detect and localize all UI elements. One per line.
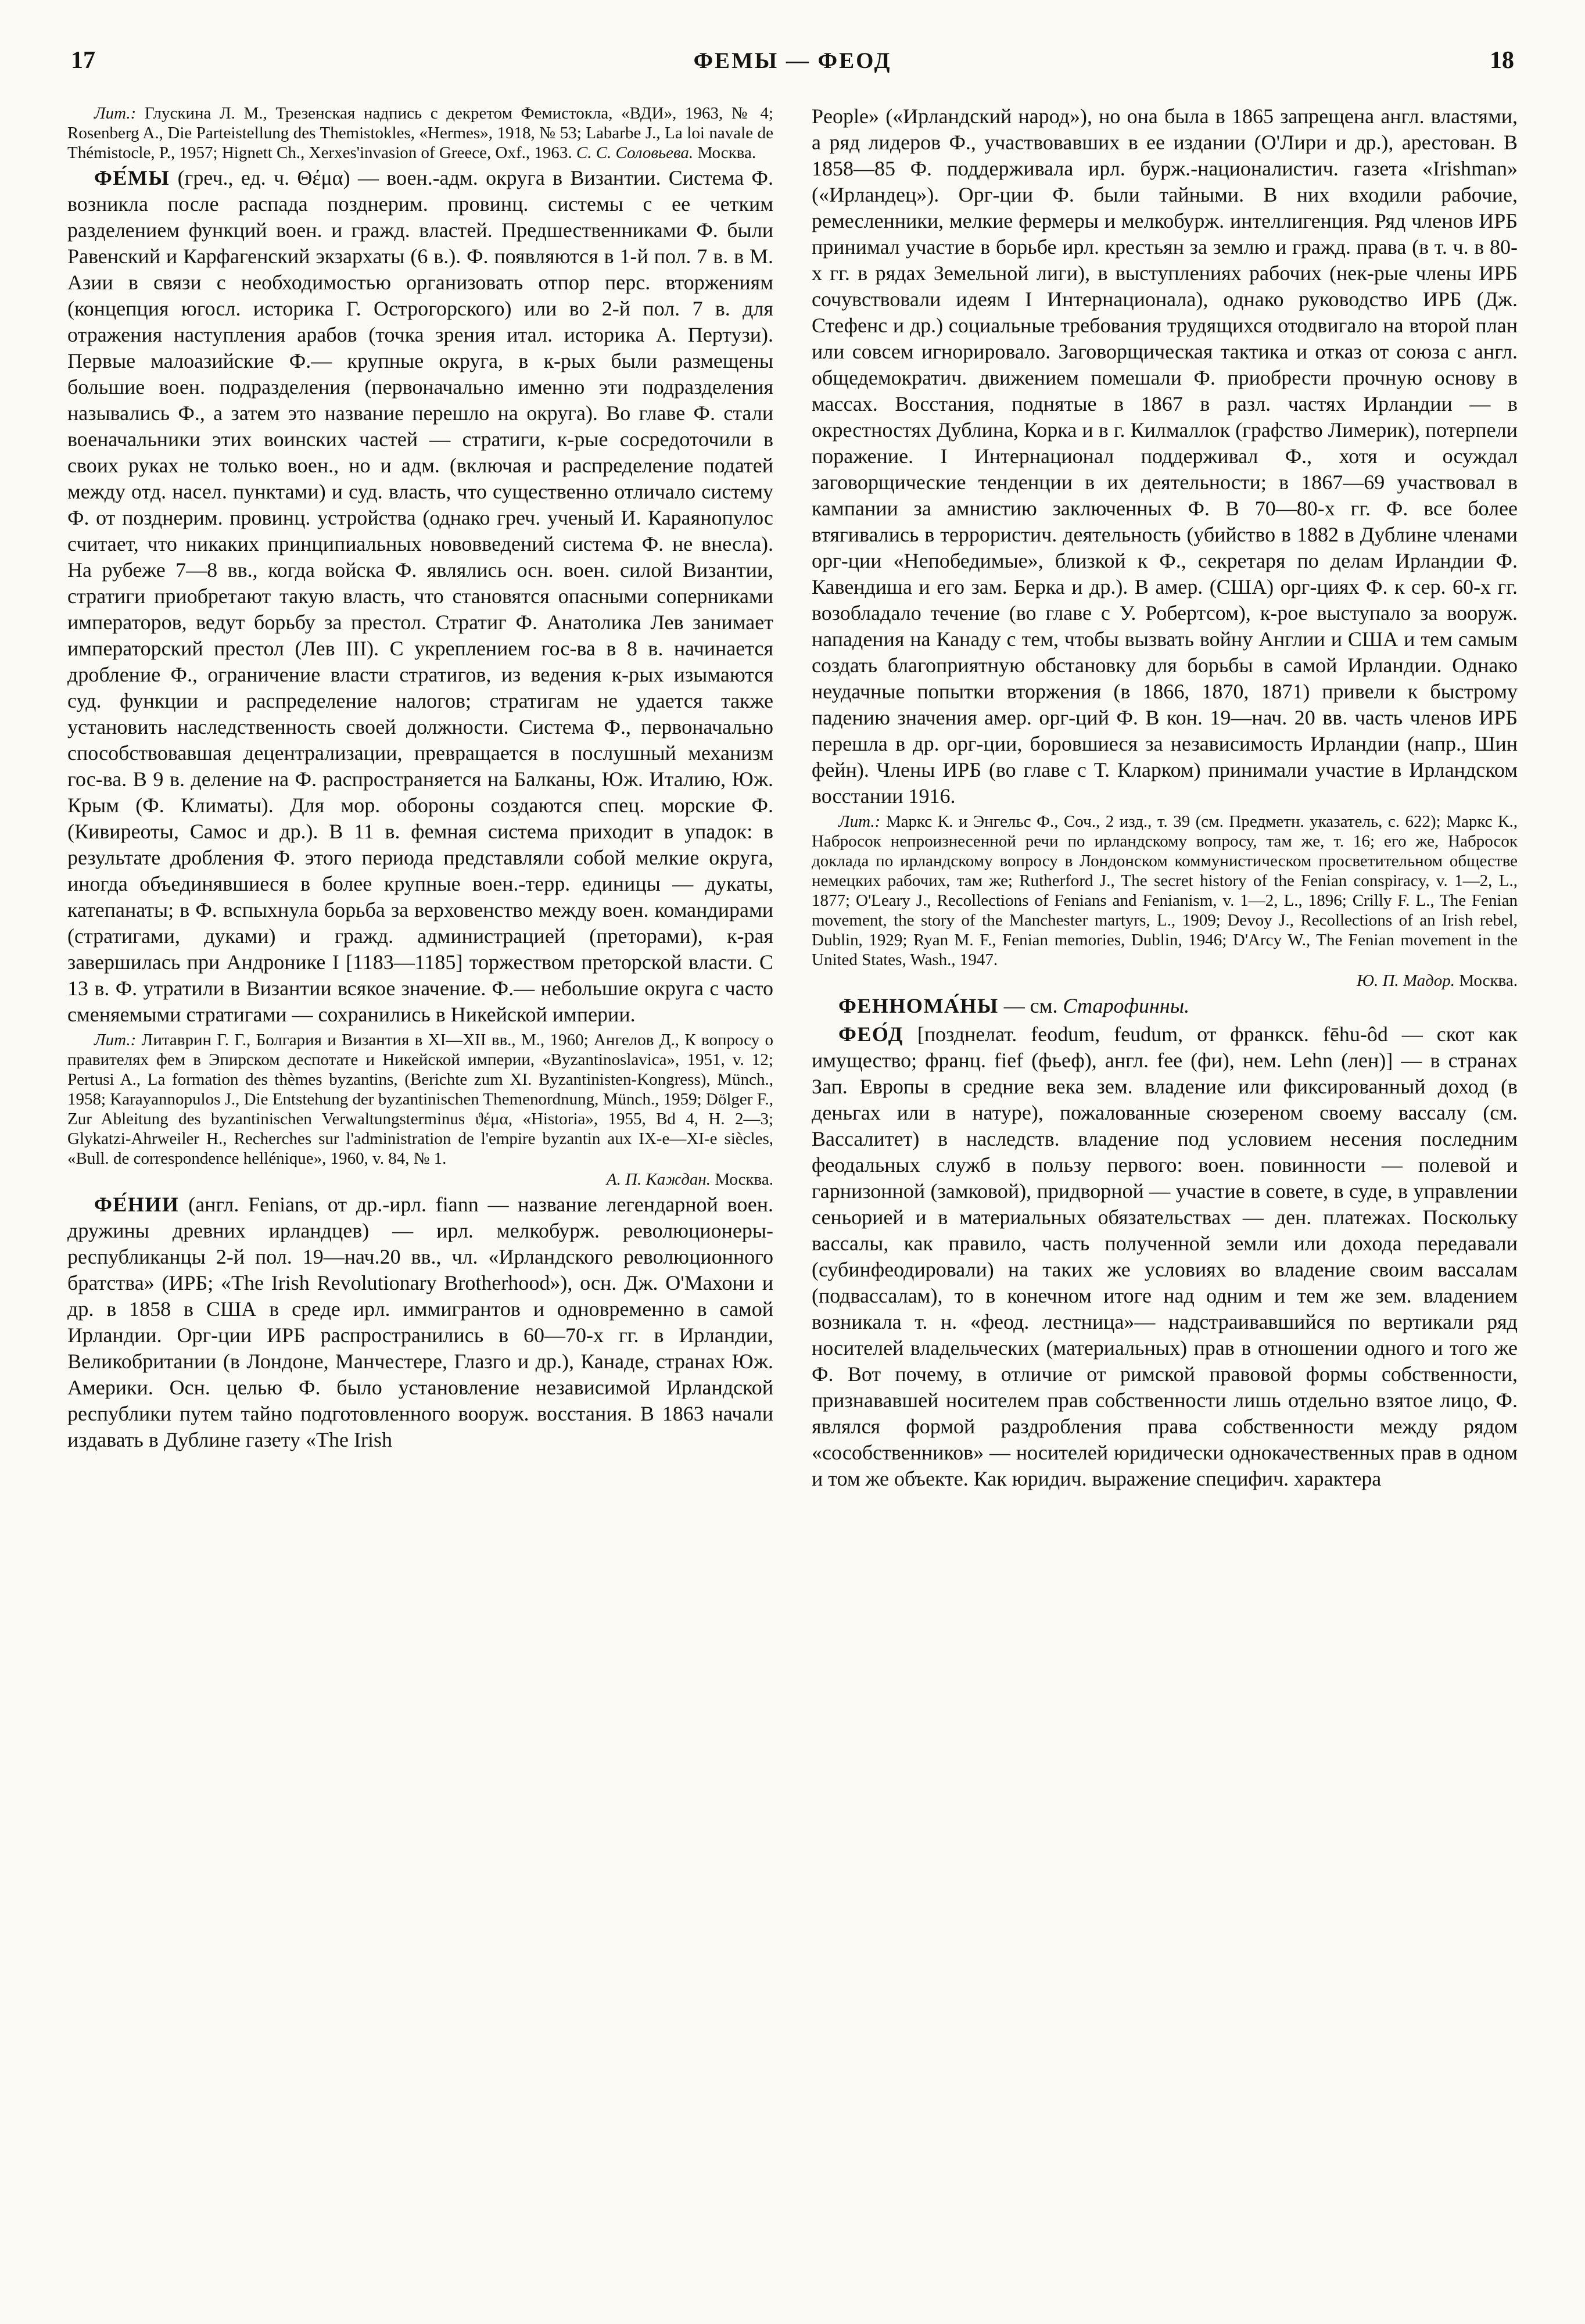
entry-fenii-continuation: [812, 103, 1518, 809]
entry-fenii-lit: [812, 812, 1518, 970]
entry-feod-headword: ФЕО́Д: [838, 1023, 903, 1046]
lit-label: Лит.:: [94, 1031, 137, 1049]
left-column: [67, 101, 773, 1492]
right-column: [812, 101, 1518, 1492]
author-city: Москва.: [1459, 971, 1518, 990]
entry-fennomany-headword: ФЕННОМА́НЫ: [838, 994, 999, 1017]
entry-femy: [67, 165, 773, 1028]
entry-fenii-continuation-text: People» («Ирландский народ»), но она была в 1865 запрещена англ. властями, а ряд лидеров Ф., участвовавших в ее издании (О'Лири и др.), арестован. В 1858—85 Ф. поддерживала ирл. бурж.-националистич. газета «Irishman» («Ирландец»). Орг-ции Ф. были тайными. В них входили рабочие, ремесленники, мелкие фермеры и мелкобурж. интеллигенция. Ряд членов ИРБ принимал участие в борьбе ирл. крестьян за землю и гражд. права (в т. ч. в 80-х гг. в рядах Земельной лиги), в выступлениях рабочих (нек-рые члены ИРБ сочувствовали идеям I Интернационала), однако руководство ИРБ (Дж. Стефенс и др.) социальные требования трудящихся отодвигало на второй план или совсем игнорировало. Заговорщическая тактика и отказ от союза с англ. общедемократич. движением помешали Ф. приобрести прочную основу в массах. Восстания, поднятые в 1867 в разл. частях Ирландии — в окрестностях Дублина, Корка и в г. Килмаллок (графство Лимерик), потерпели поражение. I Интернационал поддерживал Ф., хотя и осуждал заговорщические тенденции в их деятельности; в 1867—69 участвовал в кампании за амнистию заключенных Ф. В 70—80-х гг. Ф. все более втягивались в террористич. деятельность (убийство в 1882 в Дублине членами орг-ции «Непобедимые», близкой к Ф., секретаря по делам Ирландии Ф. Кавендиша и его зам. Берка и др.). В амер. (США) орг-циях Ф. к сер. 60-х гг. возобладало течение (во главе с У. Робертсом), к-рое выступало за вооруж. нападения на Канаду с тем, чтобы вызвать войну Англии и США и тем самым создать благоприятную обстановку для борьбы в самой Ирландии. Однако неудачные попытки вторжения (в 1866, 1870, 1871) привели к быстрому падению значения амер. орг-ций Ф. В кон. 19—нач. 20 вв. часть членов ИРБ перешла в др. орг-ции, боровшиеся за независимость Ирландии (напр., Шин фейн). Члены ИРБ (во главе с Т. Кларком) принимали участие в Ирландском восстании 1916.: [812, 105, 1518, 808]
page-number-right: 18: [1490, 47, 1514, 74]
entry-fenii-signature: [812, 971, 1518, 991]
entry-fennomany-see: — см.: [1003, 994, 1058, 1017]
lit-text: Глускина Л. М., Трезенская надпись с декретом Фемистокла, «ВДИ», 1963, № 4; Rosenberg A., Die Parteistellung des Themistokles, «Hermes», 1918, № 53; Labarbe J., La loi navale de Thémistocle, P., 1957; Hignett Ch., Xerxes'invasion of Greece, Oxf., 1963.: [67, 104, 773, 162]
author-signature: Ю. П. Мадор.: [1357, 971, 1455, 990]
text-columns: [67, 101, 1518, 1492]
entry-fenii-headword: ФЕ́НИИ: [94, 1193, 180, 1216]
entry-fennomany: [812, 993, 1518, 1019]
lit-text: Литаврин Г. Г., Болгария и Византия в XI—XII вв., М., 1960; Ангелов Д., К вопросу о правителях фем в Эпирском деспотате и Никейской империи, «Byzantinoslavica», 1951, v. 12; Pertusi A., La formation des thèmes byzantins, (Berichte zum XI. Byzantinisten-Kongress), Münch., 1958; Karayannopulos J., Die Entstehung der byzantinischen Themenordnung, Münch., 1959; Dölger F., Zur Ableitung des byzantinischen Verwaltungsterminus ϑέμα, «Historia», 1955, Bd 4, H. 2—3; Glykatzi-Ahrweiler H., Recherches sur l'administration de l'empire byzantin aux IX-e—XI-e siècles, «Bull. de correspondence hellénique», 1960, v. 84, № 1.: [67, 1031, 773, 1168]
entry-fennomany-xref: Старофинны.: [1063, 994, 1190, 1017]
running-title: ФЕМЫ — ФЕОД: [693, 48, 892, 73]
entry-feod: [812, 1021, 1518, 1492]
lit-prev-article: [67, 103, 773, 163]
entry-femy-headword: ФЕ́МЫ: [94, 166, 170, 189]
entry-fenii: [67, 1192, 773, 1453]
author-signature: С. С. Соловьева.: [576, 144, 694, 162]
page-header: [71, 46, 1514, 74]
entry-femy-signature: [67, 1170, 773, 1189]
page-number-left: 17: [71, 47, 95, 74]
lit-label: Лит.:: [94, 104, 137, 123]
entry-fenii-body: (англ. Fenians, от др.-ирл. fiann — название легендарной воен. дружины древних ирландцев) — ирл. мелкобурж. революционеры-республиканцы 2-й пол. 19—нач.20 вв., чл. «Ирландского революционного братства» (ИРБ; «The Irish Revolutionary Brotherhood»), осн. Дж. О'Махони и др. в 1858 в США в среде ирл. иммигрантов и одновременно в самой Ирландии. Орг-ции ИРБ распространились в 60—70-х гг. в Ирландии, Великобритании (в Лондоне, Манчестере, Глазго и др.), Канаде, странах Юж. Америки. Осн. целью Ф. было установление независимой Ирландской республики путем тайно подготовленного вооруж. восстания. В 1863 начали издавать в Дублине газету «The Irish: [67, 1193, 774, 1451]
author-signature: А. П. Каждан.: [606, 1170, 711, 1189]
author-city: Москва.: [715, 1170, 773, 1189]
lit-text: Маркс К. и Энгельс Ф., Соч., 2 изд., т. 39 (см. Предметн. указатель, с. 622); Маркс К., Набросок непроизнесенной речи по ирландскому вопросу, там же, т. 16; его же, Набросок доклада по ирландскому вопросу в Лондонском коммунистическом просветительном обществе немецких рабочих, там же; Rutherford J., The secret history of the Fenian conspiracy, v. 1—2, L., 1877; O'Leary J., Recollections of Fenians and Fenianism, v. 1—2, L., 1896; Crilly F. L., The Fenian movement, the story of the Manchester martyrs, L., 1909; Devoy J., Recollections of an Irish rebel, Dublin, 1929; Ryan M. F., Fenian memories, Dublin, 1946; D'Arcy W., The Fenian movement in the United States, Wash., 1947.: [812, 812, 1518, 969]
author-city: Москва.: [697, 144, 756, 162]
entry-femy-lit: [67, 1030, 773, 1168]
lit-label: Лит.:: [838, 812, 881, 831]
entry-feod-body: [позднелат. feodum, feudum, от франкск. fēhu-ôd — скот как имущество; франц. fief (фьеф), англ. fee (фи), нем. Lehn (лен)] — в странах Зап. Европы в средние века зем. владение или фиксированный доход (в деньгах или в натуре), пожалованные сюзереном своему вассалу (см. Вассалитет) в наследств. владение под условием несения последним феодальных служб в пользу первого: воен. повинности — полевой и гарнизонной (замковой), придворной — участие в совете, в суде, в управлении сеньорией и в материальных обязательствах — ден. платежах. Поскольку вассалы, как правило, часть полученной земли или дохода передавали (субинфеодировали) на таких же условиях во владение своим вассалам (подвассалам), то в конечном итоге над одним и тем же зем. владением возникала т. н. «феод. лестница»— надстраивавшийся по вертикали ряд носителей владельческих (материальных) прав в отношении одного и того же Ф. Вот почему, в отличие от римской правовой формы собственности, признававшей носителем прав собственности лишь отдельно взятое лицо, Ф. являлся формой раздробления права собственности между рядом «сособственников» — носителей юридически однокачественных прав в одном и том же объекте. Как юридич. выражение специфич. характера: [812, 1023, 1518, 1490]
entry-femy-body: (греч., ед. ч. Θέμα) — воен.-адм. округа в Византии. Система Ф. возникла после распада позднерим. провинц. системы с ее четким разделением функций воен. и гражд. властей. Предшественниками Ф. были Равенский и Карфагенский экзархаты (6 в.). Ф. появляются в 1-й пол. 7 в. в М. Азии в связи с необходимостью организовать отпор перс. вторжениям (концепция югосл. историка Г. Острогорского) или во 2-й пол. 7 в. для отражения наступления арабов (точка зрения итал. историка А. Пертузи). Первые малоазийские Ф.— крупные округа, в к-рых были размещены большие воен. подразделения (первоначально именно эти подразделения назывались Ф., а затем это название перешло на округа). Во главе Ф. стали военачальники этих воинских частей — стратиги, к-рые сосредоточили в своих руках не только воен., но и адм. (включая и распределение податей между отд. насел. пунктами) и суд. власть, что существенно отличало систему Ф. от позднерим. провинц. устройства (однако греч. ученый И. Караянопулос считает, что никаких принципиальных нововведений система Ф. не внесла). На рубеже 7—8 вв., когда войска Ф. являлись осн. воен. силой Византии, стратиги приобретают такую власть, что становятся опасными соперниками императоров, ведут борьбу за престол. Стратиг Ф. Анатолика Лев занимает императорский престол (Лев III). С укреплением гос-ва в 8 в. начинается дробление Ф., ограничение власти стратигов, из ведения к-рых изымаются суд. функции и распределение налогов; стратигам не удается также установить наследственность своей должности. Система Ф., первоначально способствовавшая децентрализации, превращается в послушный механизм гос-ва. В 9 в. деление на Ф. распространяется на Балканы, Юж. Италию, Юж. Крым (Ф. Климаты). Для мор. обороны создаются спец. морские Ф. (Кивиреоты, Самос и др.). В 11 в. фемная система приходит в упадок: в результате дробления Ф. этого периода представляли собой мелкие округа, иногда объединявшиеся в более крупные воен.-терр. единицы — дукаты, катепанаты; в Ф. вспыхнула борьба за верховенство между воен. командирами (стратигами, дуками) и гражд. администрацией (преторами), к-рая завершилась при Андронике I [1183—1185] торжеством преторской власти. С 13 в. Ф. утратили в Византии всякое значение. Ф.— небольшие округа с часто сменяемыми стратигами — сохранились в Никейской империи.: [67, 166, 773, 1026]
